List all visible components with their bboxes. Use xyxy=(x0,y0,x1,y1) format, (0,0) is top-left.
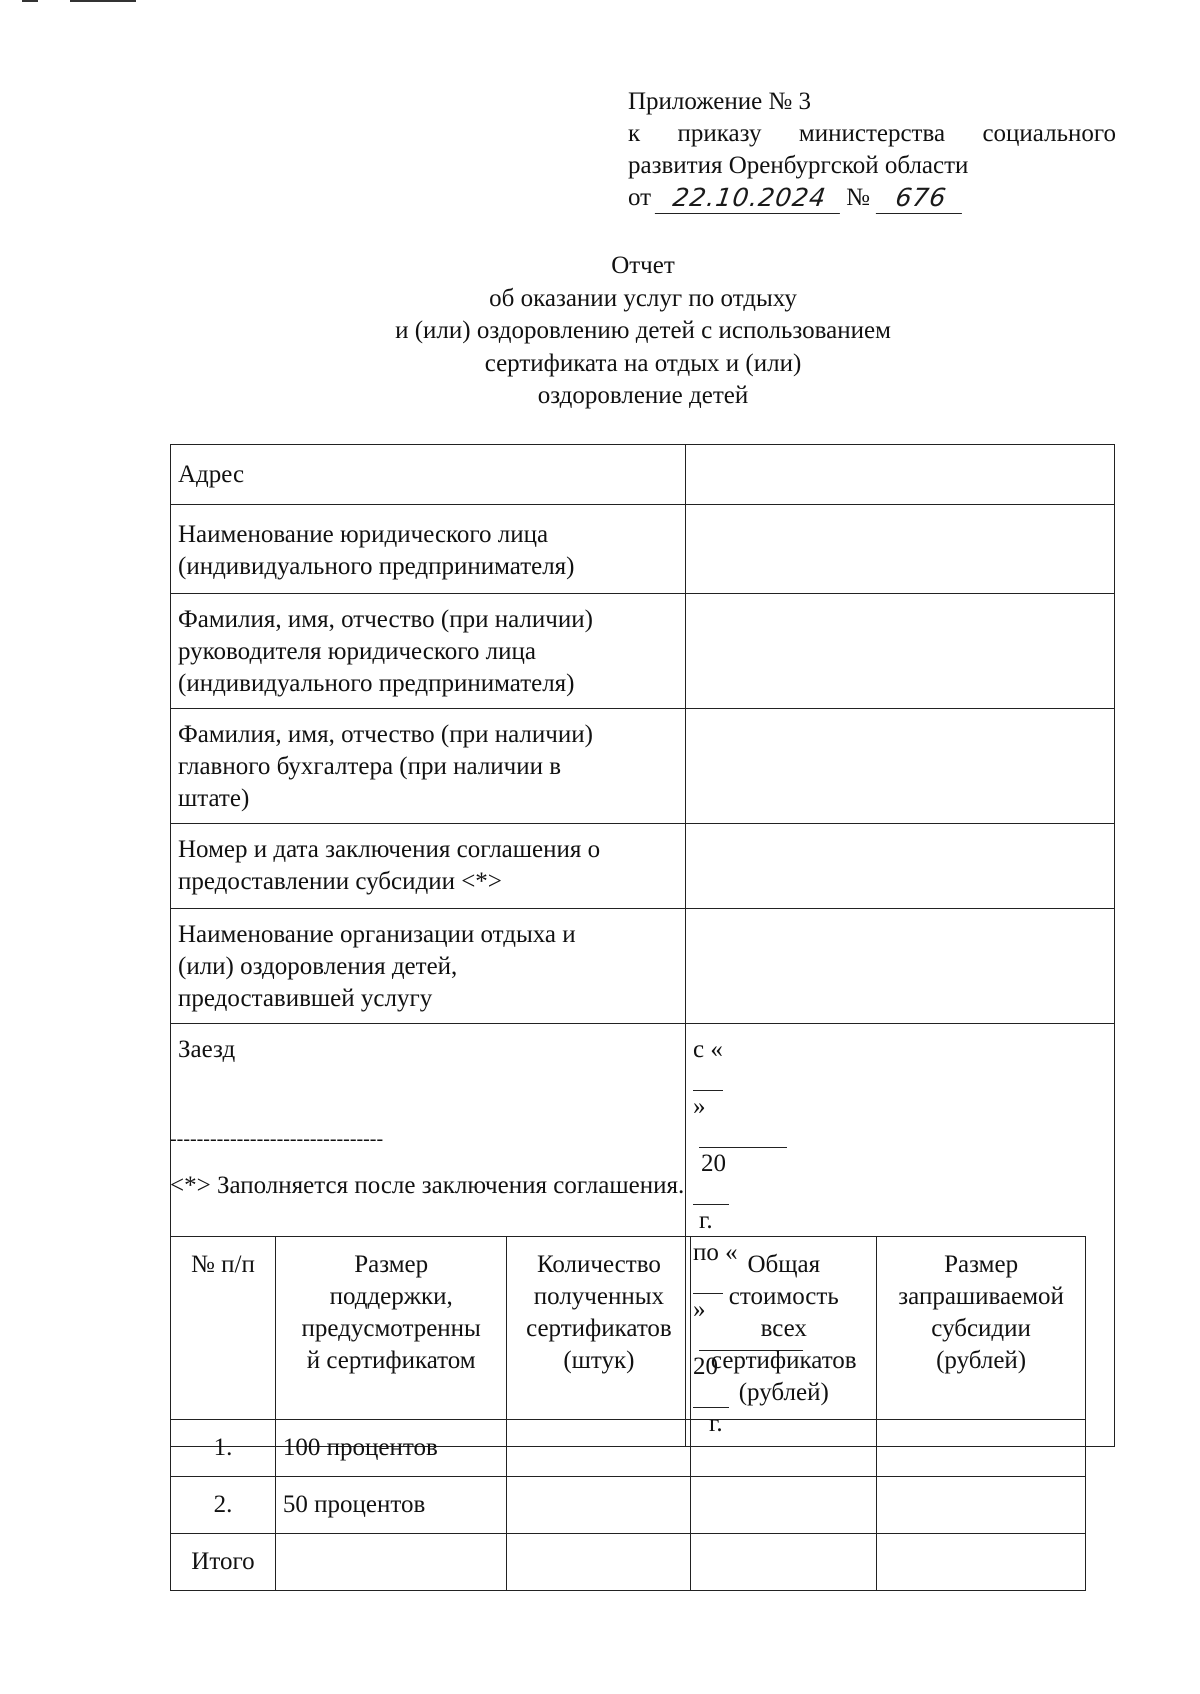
appendix-order-line xyxy=(628,118,1116,150)
scan-artifact xyxy=(22,0,38,2)
row-label-organization xyxy=(171,909,686,1024)
row-label-agreement xyxy=(171,824,686,909)
table-header-row xyxy=(171,1237,1086,1420)
label-line: Фамилия, имя, отчество (при наличии) xyxy=(178,721,593,748)
appendix-word: к xyxy=(628,120,641,147)
table-row xyxy=(171,505,1115,594)
total-cost-cell[interactable] xyxy=(691,1420,877,1477)
table-row xyxy=(171,445,1115,505)
table-row-total xyxy=(171,1534,1086,1591)
row-label-legal-entity xyxy=(171,505,686,594)
header-line: поддержки, xyxy=(329,1283,453,1310)
appendix-number: Приложение № 3 xyxy=(628,88,812,115)
label-line: Номер и дата заключения соглашения о xyxy=(178,836,601,863)
header-requested-subsidy xyxy=(877,1237,1086,1420)
appendix-word: министерства xyxy=(798,120,946,147)
label-line: Фамилия, имя, отчество (при наличии) xyxy=(178,606,593,633)
title-line: Отчет xyxy=(611,252,675,279)
total-cost-cell[interactable] xyxy=(691,1534,877,1591)
quote-close: » xyxy=(693,1296,706,1323)
appendix-header xyxy=(628,86,1116,214)
subsidy-table xyxy=(170,1236,1086,1591)
header-line: запрашиваемой xyxy=(898,1283,1064,1310)
handwritten-order-number: 676 xyxy=(876,183,966,214)
table-row xyxy=(171,594,1115,709)
day-blank[interactable] xyxy=(693,1066,723,1091)
label-line: предоставившей услугу xyxy=(178,985,433,1012)
header-line: Размер xyxy=(354,1251,429,1278)
certificates-count-cell[interactable] xyxy=(507,1420,691,1477)
title-line: сертификата на отдых и (или) xyxy=(484,349,802,377)
header-total-cost xyxy=(691,1237,877,1420)
support-size-cell: 100 процентов xyxy=(275,1420,507,1477)
row-label-address xyxy=(171,445,686,505)
requested-subsidy-cell[interactable] xyxy=(877,1477,1086,1534)
chief-accountant-value-cell[interactable] xyxy=(686,709,1115,824)
number-prefix: № xyxy=(846,184,870,211)
year-suffix: г. xyxy=(709,1410,723,1437)
table-row xyxy=(171,1420,1086,1477)
scan-artifact xyxy=(70,0,136,2)
label-line: Заезд xyxy=(178,1036,236,1063)
handwritten-date: 22.10.2024 xyxy=(655,183,844,214)
certificates-count-cell[interactable] xyxy=(507,1534,691,1591)
row-number: 1. xyxy=(171,1420,276,1477)
quote-close: » xyxy=(693,1093,706,1120)
total-label: Итого xyxy=(171,1534,276,1591)
label-line: Адрес xyxy=(178,461,245,488)
row-label-director xyxy=(171,594,686,709)
appendix-ministry: развития Оренбургской области xyxy=(628,152,969,179)
table-row xyxy=(171,909,1115,1024)
address-value-cell[interactable] xyxy=(686,445,1115,505)
support-size-cell: 50 процентов xyxy=(275,1477,507,1534)
label-line: (индивидуального предпринимателя) xyxy=(178,553,575,580)
title-line: оздоровление детей xyxy=(537,382,749,409)
row-label-chief-accountant xyxy=(171,709,686,824)
date-prefix: от xyxy=(628,184,652,211)
header-line: сертификатов xyxy=(710,1347,857,1374)
director-value-cell[interactable] xyxy=(686,594,1115,709)
header-line: Общая xyxy=(747,1251,821,1278)
label-line: штате) xyxy=(178,785,250,812)
label-line: Наименование юридического лица xyxy=(178,521,549,548)
report-title xyxy=(300,250,986,413)
support-size-cell[interactable] xyxy=(275,1534,507,1591)
label-line: (индивидуального предпринимателя) xyxy=(178,670,575,697)
year-blank[interactable] xyxy=(693,1180,729,1205)
header-line: сертификатов xyxy=(526,1315,672,1342)
requested-subsidy-cell[interactable] xyxy=(877,1420,1086,1477)
certificates-count-cell[interactable] xyxy=(507,1477,691,1534)
label-line: Наименование организации отдыха и xyxy=(178,921,576,948)
header-line: Размер xyxy=(944,1251,1019,1278)
agreement-value-cell[interactable] xyxy=(686,824,1115,909)
label-line: предоставлении субсидии <*> xyxy=(178,868,502,895)
header-line: (рублей) xyxy=(738,1379,829,1406)
header-support-size xyxy=(275,1237,507,1420)
header-line: стоимость xyxy=(728,1283,839,1310)
table-row xyxy=(171,824,1115,909)
header-line: всех xyxy=(760,1315,807,1342)
header-line: полученных xyxy=(533,1283,665,1310)
legal-entity-value-cell[interactable] xyxy=(686,505,1115,594)
title-line: об оказании услуг по отдыху xyxy=(489,284,797,312)
requested-subsidy-cell[interactable] xyxy=(877,1534,1086,1591)
period-to-prefix: по « xyxy=(693,1239,738,1266)
header-line: й сертификатом xyxy=(306,1347,476,1374)
header-line: предусмотренны xyxy=(301,1315,481,1342)
footnote-separator: -------------------------------- xyxy=(170,1128,384,1150)
header-line: (штук) xyxy=(563,1347,635,1374)
header-line: субсидии xyxy=(931,1315,1031,1342)
appendix-word: социального xyxy=(982,120,1116,147)
appendix-date-number-row xyxy=(628,182,1116,214)
header-certificates-count xyxy=(507,1237,691,1420)
century: 20 xyxy=(701,1150,726,1177)
label-line: руководителя юридического лица xyxy=(178,638,536,665)
title-line: и (или) оздоровлению детей с использованием xyxy=(395,317,891,344)
table-row xyxy=(171,709,1115,824)
month-blank[interactable] xyxy=(699,1123,787,1148)
period-from-prefix: с « xyxy=(693,1036,723,1063)
label-line: главного бухгалтера (при наличии в xyxy=(178,753,562,780)
header-line: Количество xyxy=(536,1251,661,1278)
header-line: № п/п xyxy=(191,1251,255,1278)
organization-value-cell[interactable] xyxy=(686,909,1115,1024)
footnote-text: <*> Заполняется после заключения соглашения. xyxy=(170,1172,685,1199)
year-suffix: г. xyxy=(699,1207,713,1234)
header-line: (рублей) xyxy=(936,1347,1027,1374)
period-from-line xyxy=(693,1034,1107,1237)
table-row xyxy=(171,1477,1086,1534)
label-line: (или) оздоровления детей, xyxy=(178,953,458,980)
header-row-number xyxy=(171,1237,276,1420)
total-cost-cell[interactable] xyxy=(691,1477,877,1534)
appendix-word: приказу xyxy=(677,120,762,147)
century: 20 xyxy=(693,1353,718,1380)
row-number: 2. xyxy=(171,1477,276,1534)
